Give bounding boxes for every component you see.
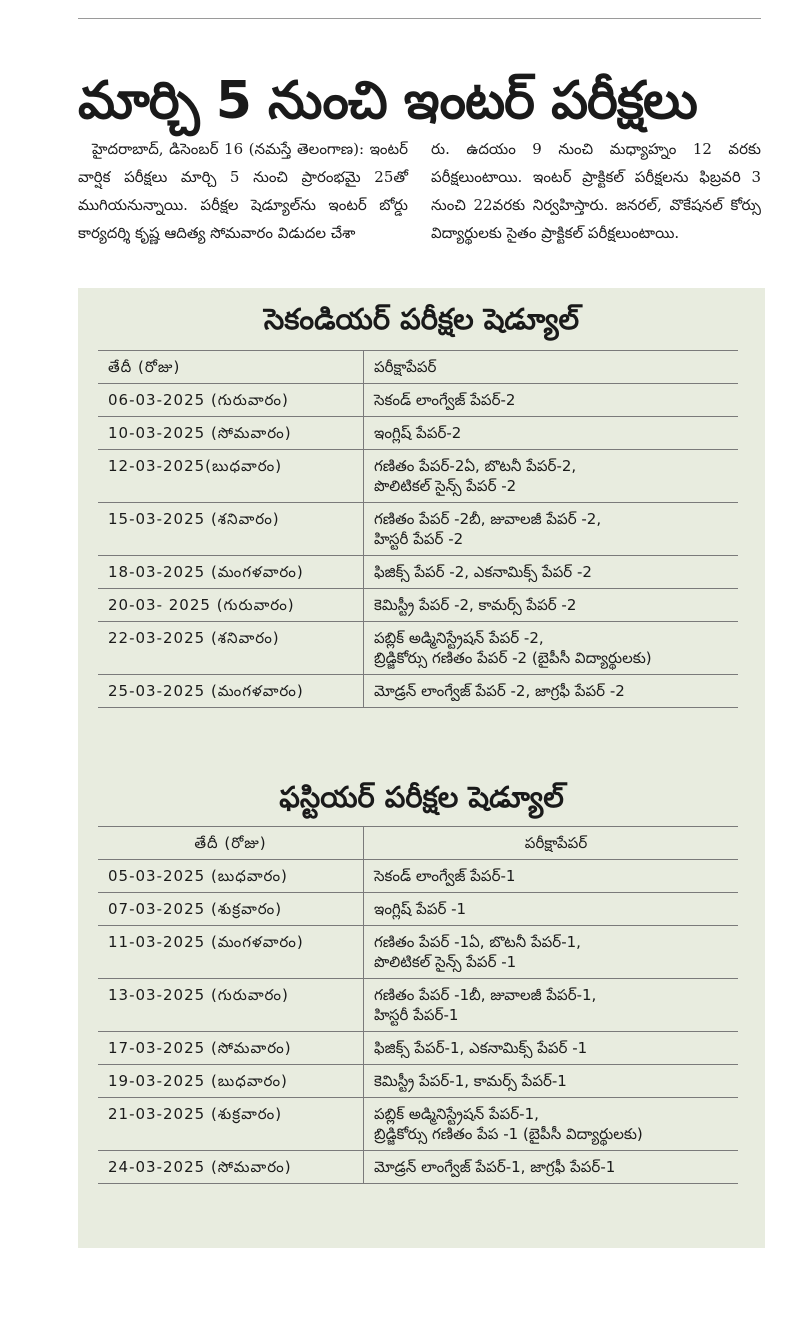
exam-paper: [364, 860, 739, 893]
exam-paper-line: హిస్టరీ పేపర్-1: [374, 1006, 459, 1024]
page-title: మార్చి 5 నుంచి ఇంటర్ పరీక్షలు: [78, 70, 697, 131]
exam-paper: [364, 675, 739, 708]
table-row: [98, 860, 738, 893]
exam-paper-line: హిస్టరీ పేపర్ -2: [374, 530, 464, 548]
exam-date: 22-03-2025 (శనివారం): [98, 622, 364, 675]
date-column-header: తేదీ (రోజు): [98, 351, 364, 384]
exam-paper: [364, 1098, 739, 1151]
exam-date: 11-03-2025 (మంగళవారం): [98, 926, 364, 979]
intro-text: [78, 120, 761, 262]
exam-date: 25-03-2025 (మంగళవారం): [98, 675, 364, 708]
exam-paper-line: ఇంగ్లిష్ పేపర్ -1: [374, 900, 467, 918]
table-row: [98, 926, 738, 979]
first-year-title: ఫస్టియర్ పరీక్షల షెడ్యూల్: [279, 780, 564, 814]
exam-paper-line: ఇంగ్లిష్ పేపర్-2: [374, 424, 462, 442]
exam-paper-line: ఫిజిక్స్ పేపర్ -2, ఎకనామిక్స్ పేపర్ -2: [374, 563, 592, 581]
exam-paper: [364, 589, 739, 622]
top-rule: [78, 18, 761, 19]
table-row: [98, 384, 738, 417]
exam-paper-line: గణితం పేపర్ -1ఏ, బొటనీ పేపర్-1,: [374, 933, 581, 951]
exam-paper-line: కెమిస్ట్రీ పేపర్-1, కామర్స్ పేపర్-1: [374, 1072, 567, 1090]
exam-date: 05-03-2025 (బుధవారం): [98, 860, 364, 893]
exam-paper-line: గణితం పేపర్ -2బీ, జువాలజీ పేపర్ -2,: [374, 510, 602, 528]
exam-paper-line: సెకండ్ లాంగ్వేజ్ పేపర్-1: [374, 867, 516, 885]
exam-date: 07-03-2025 (శుక్రవారం): [98, 893, 364, 926]
exam-paper-line: పబ్లిక్ అడ్మినిస్ట్రేషన్ పేపర్ -2,: [374, 629, 544, 647]
exam-paper-line: గణితం పేపర్-2ఏ, బొటనీ పేపర్-2,: [374, 457, 577, 475]
exam-paper: [364, 450, 739, 503]
exam-paper: [364, 926, 739, 979]
exam-paper-line: పబ్లిక్ అడ్మినిస్ట్రేషన్ పేపర్-1,: [374, 1105, 539, 1123]
table-row: [98, 417, 738, 450]
table-row: [98, 450, 738, 503]
exam-paper: [364, 1032, 739, 1065]
exam-paper-line: మోడ్రన్ లాంగ్వేజ్ పేపర్ -2, జాగ్రఫీ పేపర్ -2: [374, 682, 625, 700]
intro-column-left: హైదరాబాద్, డిసెంబర్ 16 (నమస్తే తెలంగాణ): ఇంటర్ వార్షిక పరీక్షలు మార్చి 5 నుంచి ప్రారంభమై 25తో ముగియనున్నాయి. పరీక్షల షెడ్యూల్‌ను ఇంటర్ బోర్డు కార్యదర్శి కృష్ణ ఆదిత్య సోమవారం విడుదల చేశా: [78, 140, 408, 242]
intro-column-right: రు. ఉదయం 9 నుంచి మధ్యాహ్నం 12 వరకు పరీక్షలుంటాయి. ఇంటర్ ప్రాక్టికల్ పరీక్షలను ఫిబ్రవరి 3 నుంచి 22వరకు నిర్వహిస్తారు. జనరల్, వొకేషనల్ కోర్సు విద్యార్థులకు సైతం ప్రాక్టికల్ పరీక్షలుంటాయి.: [431, 140, 761, 242]
table-row: [98, 1151, 738, 1184]
exam-paper: [364, 417, 739, 450]
first-year-table: [98, 826, 738, 1184]
exam-paper-line: బ్రిడ్జికోర్సు గణితం పేపర్ -2 (బైపీసీ విద్యార్థులకు): [374, 649, 652, 667]
exam-date: 13-03-2025 (గురువారం): [98, 979, 364, 1032]
exam-paper-line: గణితం పేపర్ -1బీ, జువాలజీ పేపర్-1,: [374, 986, 597, 1004]
exam-date: 19-03-2025 (బుధవారం): [98, 1065, 364, 1098]
exam-date: 12-03-2025(బుధవారం): [98, 450, 364, 503]
exam-paper: [364, 384, 739, 417]
exam-date: 10-03-2025 (సోమవారం): [98, 417, 364, 450]
exam-paper-line: కెమిస్ట్రీ పేపర్ -2, కామర్స్ పేపర్ -2: [374, 596, 577, 614]
table-row: [98, 1032, 738, 1065]
exam-paper: [364, 1065, 739, 1098]
exam-paper: [364, 979, 739, 1032]
table-row: [98, 622, 738, 675]
exam-paper: [364, 556, 739, 589]
exam-paper: [364, 503, 739, 556]
table-row: [98, 589, 738, 622]
date-column-header: తేదీ (రోజు): [98, 827, 364, 860]
exam-date: 06-03-2025 (గురువారం): [98, 384, 364, 417]
exam-date: 15-03-2025 (శనివారం): [98, 503, 364, 556]
table-row: [98, 675, 738, 708]
exam-date: 20-03- 2025 (గురువారం): [98, 589, 364, 622]
table-row: [98, 979, 738, 1032]
exam-paper-line: బ్రిడ్జికోర్సు గణితం పేప -1 (బైపీసీ విద్యార్థులకు): [374, 1125, 643, 1143]
second-year-title: సెకండియర్ పరీక్షల షెడ్యూల్: [263, 302, 580, 336]
exam-paper-line: సెకండ్ లాంగ్వేజ్ పేపర్-2: [374, 391, 516, 409]
exam-paper-line: పొలిటికల్ సైన్స్ పేపర్ -1: [374, 953, 517, 971]
exam-paper-line: మోడ్రన్ లాంగ్వేజ్ పేపర్-1, జాగ్రఫీ పేపర్-1: [374, 1158, 616, 1176]
exam-paper: [364, 622, 739, 675]
table-row: [98, 1065, 738, 1098]
table-header-row: [98, 827, 738, 860]
second-year-table: [98, 350, 738, 708]
exam-paper: [364, 893, 739, 926]
exam-paper-line: ఫిజిక్స్ పేపర్-1, ఎకనామిక్స్ పేపర్ -1: [374, 1039, 588, 1057]
paper-column-header: పరీక్షాపేపర్: [364, 351, 739, 384]
second-year-schedule: [78, 288, 765, 768]
first-year-schedule: [78, 768, 765, 1248]
exam-date: 21-03-2025 (శుక్రవారం): [98, 1098, 364, 1151]
table-row: [98, 1098, 738, 1151]
table-header-row: [98, 351, 738, 384]
table-row: [98, 893, 738, 926]
exam-date: 17-03-2025 (సోమవారం): [98, 1032, 364, 1065]
exam-date: 24-03-2025 (సోమవారం): [98, 1151, 364, 1184]
table-row: [98, 556, 738, 589]
table-row: [98, 503, 738, 556]
exam-date: 18-03-2025 (మంగళవారం): [98, 556, 364, 589]
paper-column-header: పరీక్షాపేపర్: [364, 827, 739, 860]
exam-paper-line: పొలిటికల్ సైన్స్ పేపర్ -2: [374, 477, 517, 495]
exam-paper: [364, 1151, 739, 1184]
